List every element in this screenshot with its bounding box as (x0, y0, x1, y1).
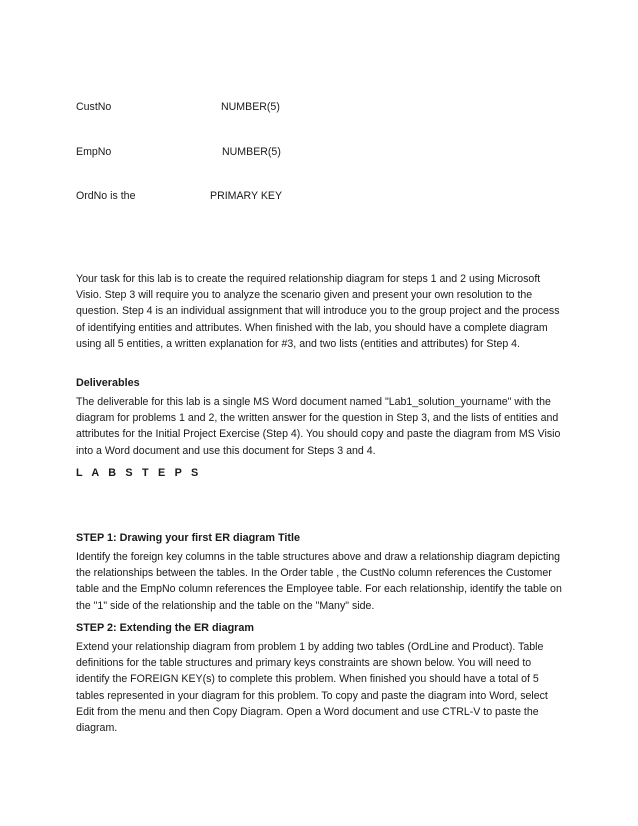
step2-paragraph: Extend your relationship diagram from problem 1 by adding two tables (OrdLine and Product). Table definitions for the table structures and primary keys constraints are shown below. You will need to identify the FOREIGN KEY(s) to complete this problem. When finished you should have a total of 5 tables represented in your diagram for this problem. To copy and paste the diagram into Word, select Edit from the menu and then Copy Diagram. Open a Word document and use CTRL-V to paste the diagram. (76, 641, 548, 735)
column-type-custno: NUMBER(5) (221, 101, 280, 113)
column-type-empno: NUMBER(5) (222, 146, 281, 158)
primary-key-label: OrdNo is the (76, 190, 136, 202)
step2-heading: STEP 2: Extending the ER diagram (76, 622, 254, 634)
column-name-custno: CustNo (76, 101, 112, 113)
deliverables-paragraph: The deliverable for this lab is a single MS Word document named "Lab1_solution_yourname" with the diagram for problems 1 and 2, the written answer for the question in Step 3, and the lists of entities and attributes for the Initial Project Exercise (Step 4). You should copy and paste the diagram from MS Visio into a Word document and use this document for Steps 3 and 4. (76, 396, 561, 457)
column-name-empno: EmpNo (76, 146, 112, 158)
deliverables-heading: Deliverables (76, 377, 140, 389)
primary-key-value: PRIMARY KEY (210, 190, 283, 202)
lab-steps-heading: L A B S T E P S (76, 467, 202, 479)
task-paragraph: Your task for this lab is to create the required relationship diagram for steps 1 and 2 using Microsoft Visio. Step 3 will require you to analyze the scenario given and present your own resolution to the question. Step 4 is an individual assignment that will introduce you to the group project and the process of identifying entities and attributes. When finished with the lab, you should have a complete diagram using all 5 entities, a written explanation for #3, and two lists (entities and attributes) for Step 4. (76, 273, 560, 350)
step1-heading: STEP 1: Drawing your first ER diagram Title (76, 532, 300, 544)
step1-paragraph: Identify the foreign key columns in the table structures above and draw a relationship diagram depicting the relationships between the tables. In the Order table , the CustNo column references the Customer table and the EmpNo column references the Employee table. For each relationship, identify the table on the "1" side of the relationship and the table on the "Many" side. (76, 551, 562, 612)
